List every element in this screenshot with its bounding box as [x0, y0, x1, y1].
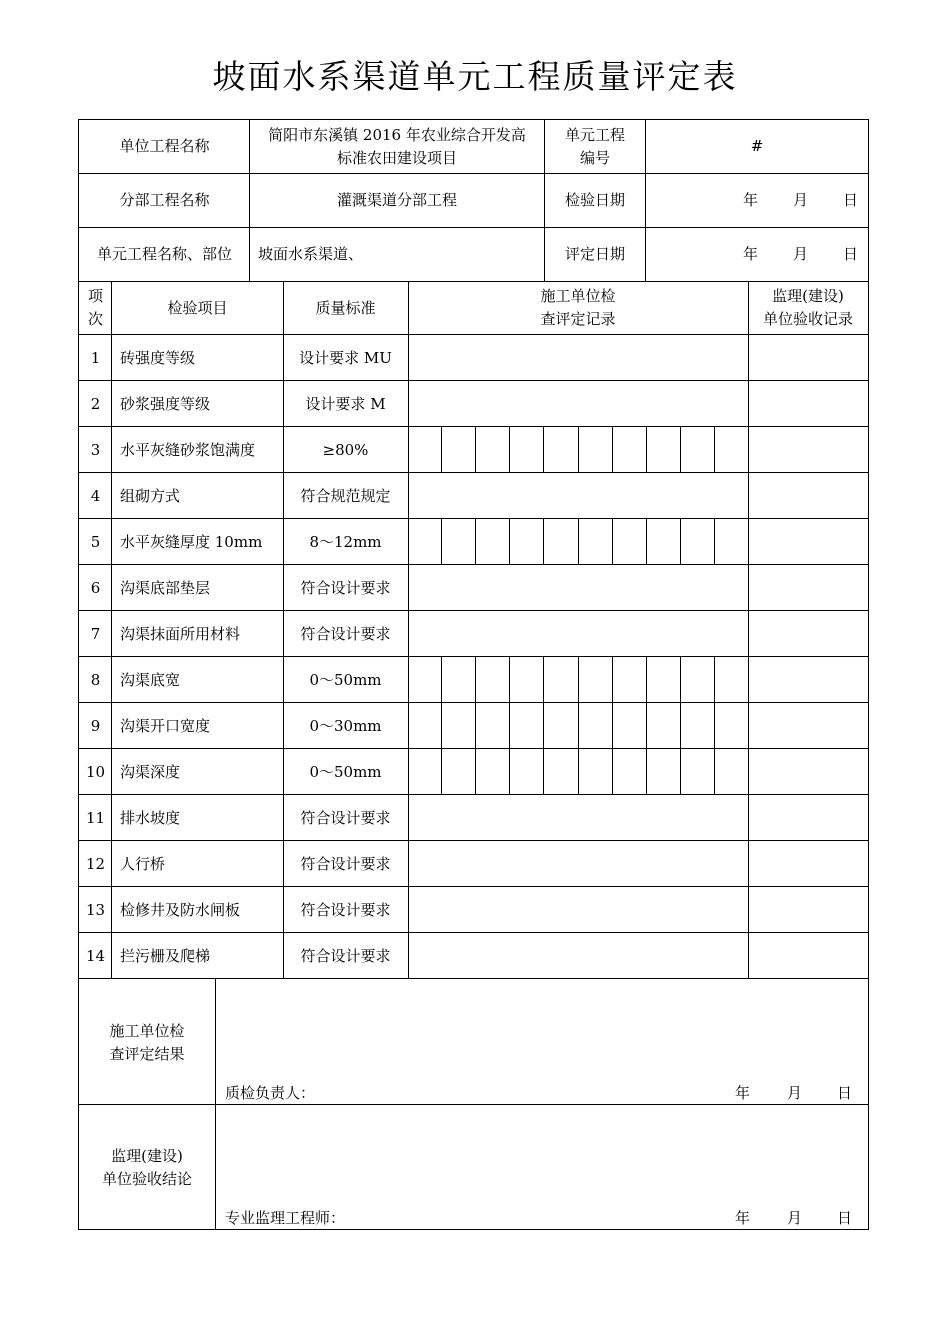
- row-item: 沟渠抹面所用材料: [120, 624, 241, 643]
- row-standard: ≥80%: [322, 440, 369, 459]
- grid-line: [78, 472, 869, 473]
- grid-line: [78, 173, 869, 174]
- row-no: 7: [90, 624, 101, 643]
- row-item: 人行桥: [120, 854, 166, 873]
- grid-line: [78, 426, 869, 427]
- grid-line: [868, 119, 869, 1230]
- grid-line: [78, 518, 869, 519]
- grid-line: [509, 518, 510, 565]
- element-no-label: [544, 120, 646, 173]
- grid-line: [680, 702, 681, 749]
- grid-line: [441, 518, 442, 565]
- element-name-label: 单元工程名称、部位: [96, 245, 232, 263]
- col-no-line2: 次: [87, 310, 103, 328]
- eval-month: 月: [793, 245, 809, 263]
- grid-line: [249, 119, 250, 282]
- division-label: 分部工程名称: [119, 191, 210, 209]
- grid-line: [78, 886, 869, 887]
- grid-line: [475, 426, 476, 473]
- row-no: 4: [90, 486, 101, 505]
- grid-line: [714, 748, 715, 795]
- grid-line: [78, 380, 869, 381]
- row-item: 组砌方式: [120, 486, 181, 505]
- inspect-date-label: 检验日期: [564, 191, 625, 209]
- grid-line: [475, 518, 476, 565]
- grid-line: [475, 748, 476, 795]
- row-no: 9: [90, 716, 101, 735]
- col-supervisor-line2: 单位验收记录: [762, 310, 853, 328]
- grid-line: [645, 119, 646, 282]
- row-item: 砖强度等级: [120, 348, 196, 367]
- grid-line: [714, 702, 715, 749]
- row-standard: 8～12mm: [309, 532, 382, 551]
- grid-line: [646, 518, 647, 565]
- row-standard: 符合设计要求: [300, 808, 391, 827]
- grid-line: [612, 656, 613, 703]
- grid-line: [78, 610, 869, 611]
- grid-line: [509, 702, 510, 749]
- qc-day: 日: [837, 1084, 853, 1102]
- row-standard: 0～50mm: [309, 762, 382, 781]
- row-standard: 符合设计要求: [300, 900, 391, 919]
- grid-line: [578, 748, 579, 795]
- col-no-header: [79, 282, 112, 334]
- grid-line: [612, 702, 613, 749]
- unit-project-value: [250, 120, 544, 173]
- grid-line: [612, 748, 613, 795]
- element-no-label-line2: 编号: [579, 148, 610, 167]
- inspect-month: 月: [793, 191, 809, 209]
- row-no: 12: [85, 854, 106, 873]
- grid-line: [441, 748, 442, 795]
- inspect-year: 年: [743, 191, 759, 209]
- grid-line: [543, 702, 544, 749]
- eval-date-label: 评定日期: [564, 245, 625, 263]
- supervisor-conclusion-line1: 监理(建设): [111, 1146, 183, 1165]
- col-item-header: 检验项目: [167, 298, 228, 317]
- grid-line: [543, 518, 544, 565]
- row-no: 3: [90, 440, 101, 459]
- grid-line: [646, 656, 647, 703]
- eval-day: 日: [843, 245, 859, 263]
- grid-line: [78, 978, 869, 979]
- grid-line: [748, 281, 749, 979]
- grid-line: [441, 656, 442, 703]
- grid-line: [78, 748, 869, 749]
- grid-line: [78, 227, 869, 228]
- col-contractor-line2: 查评定记录: [540, 310, 616, 328]
- row-item: 砂浆强度等级: [120, 394, 211, 413]
- col-contractor-header: [408, 282, 748, 334]
- row-item: 拦污栅及爬梯: [120, 946, 211, 965]
- row-standard: 符合设计要求: [300, 854, 391, 873]
- row-no: 5: [90, 532, 101, 551]
- grid-line: [578, 426, 579, 473]
- row-item: 沟渠深度: [120, 762, 181, 781]
- grid-line: [78, 932, 869, 933]
- grid-line: [646, 748, 647, 795]
- row-no: 1: [90, 348, 101, 367]
- unit-project-value-line1: 简阳市东溪镇 2016 年农业综合开发高: [268, 125, 526, 144]
- page-title: 坡面水系渠道单元工程质量评定表: [212, 57, 738, 96]
- col-supervisor-line1: 监理(建设): [772, 287, 844, 305]
- row-no: 2: [90, 394, 101, 413]
- inspect-date-value: [646, 190, 868, 210]
- grid-line: [509, 656, 510, 703]
- row-item: 水平灰缝砂浆饱满度: [120, 440, 256, 459]
- row-standard: 符合设计要求: [300, 578, 391, 597]
- row-no: 14: [85, 946, 106, 965]
- row-item: 水平灰缝厚度 10mm: [120, 532, 263, 551]
- qc-year: 年: [735, 1084, 751, 1102]
- contractor-result-label: [79, 981, 215, 1104]
- row-standard: 设计要求 MU: [299, 348, 392, 367]
- division-value: 灌溉渠道分部工程: [336, 191, 457, 209]
- grid-line: [441, 702, 442, 749]
- inspect-day: 日: [843, 191, 859, 209]
- engineer-year: 年: [735, 1209, 751, 1227]
- grid-line: [680, 748, 681, 795]
- col-standard-header: 质量标准: [315, 298, 376, 317]
- grid-line: [509, 748, 510, 795]
- qc-person-label: 质检负责人：: [225, 1084, 316, 1102]
- element-no-value: #: [750, 137, 764, 155]
- supervisor-conclusion-label: [79, 1106, 215, 1229]
- row-standard: 0～50mm: [309, 670, 382, 689]
- grid-line: [78, 281, 869, 282]
- row-standard: 0～30mm: [309, 716, 382, 735]
- grid-line: [646, 426, 647, 473]
- col-supervisor-header: [748, 282, 868, 334]
- grid-line: [283, 281, 284, 979]
- grid-line: [78, 1229, 869, 1230]
- row-no: 10: [85, 762, 106, 781]
- col-contractor-line1: 施工单位检: [540, 287, 616, 305]
- grid-line: [475, 656, 476, 703]
- grid-line: [680, 518, 681, 565]
- grid-line: [543, 426, 544, 473]
- grid-line: [578, 518, 579, 565]
- grid-line: [578, 702, 579, 749]
- grid-line: [714, 656, 715, 703]
- row-no: 8: [90, 670, 101, 689]
- engineer-day: 日: [837, 1209, 853, 1227]
- row-item: 检修井及防水闸板: [120, 900, 241, 919]
- grid-line: [78, 840, 869, 841]
- grid-line: [612, 426, 613, 473]
- engineer-month: 月: [787, 1209, 803, 1227]
- row-standard: 符合设计要求: [300, 946, 391, 965]
- row-no: 13: [85, 900, 106, 919]
- engineer-label: 专业监理工程师：: [225, 1209, 346, 1227]
- grid-line: [78, 702, 869, 703]
- element-no-label-line1: 单元工程: [564, 125, 625, 144]
- row-standard: 符合规范规定: [300, 486, 391, 505]
- row-no: 11: [85, 808, 106, 827]
- contractor-result-line2: 查评定结果: [109, 1044, 185, 1063]
- grid-line: [714, 518, 715, 565]
- grid-line: [78, 334, 869, 335]
- grid-line: [78, 119, 79, 1230]
- contractor-result-line1: 施工单位检: [109, 1021, 185, 1040]
- grid-line: [78, 1104, 869, 1105]
- grid-line: [714, 426, 715, 473]
- qc-month: 月: [787, 1084, 803, 1102]
- grid-line: [543, 748, 544, 795]
- row-standard: 设计要求 M: [305, 394, 386, 413]
- grid-line: [408, 281, 409, 979]
- grid-line: [78, 119, 869, 120]
- grid-line: [78, 794, 869, 795]
- supervisor-conclusion-line2: 单位验收结论: [101, 1169, 192, 1188]
- row-item: 沟渠底部垫层: [120, 578, 211, 597]
- eval-year: 年: [743, 245, 759, 263]
- grid-line: [78, 656, 869, 657]
- grid-line: [215, 978, 216, 1230]
- grid-line: [680, 426, 681, 473]
- grid-line: [475, 702, 476, 749]
- eval-date-value: [646, 244, 868, 264]
- grid-line: [646, 702, 647, 749]
- grid-line: [544, 119, 545, 282]
- grid-line: [441, 426, 442, 473]
- row-item: 沟渠开口宽度: [120, 716, 211, 735]
- grid-line: [578, 656, 579, 703]
- grid-line: [612, 518, 613, 565]
- row-no: 6: [90, 578, 101, 597]
- col-no-line1: 项: [87, 287, 103, 305]
- grid-line: [509, 426, 510, 473]
- row-item: 沟渠底宽: [120, 670, 181, 689]
- unit-project-label: 单位工程名称: [119, 137, 210, 155]
- grid-line: [543, 656, 544, 703]
- grid-line: [78, 564, 869, 565]
- row-standard: 符合设计要求: [300, 624, 391, 643]
- unit-project-value-line2: 标准农田建设项目: [336, 148, 457, 167]
- element-name-value: 坡面水系渠道、: [258, 245, 364, 263]
- row-item: 排水坡度: [120, 808, 181, 827]
- grid-line: [680, 656, 681, 703]
- grid-line: [111, 281, 112, 979]
